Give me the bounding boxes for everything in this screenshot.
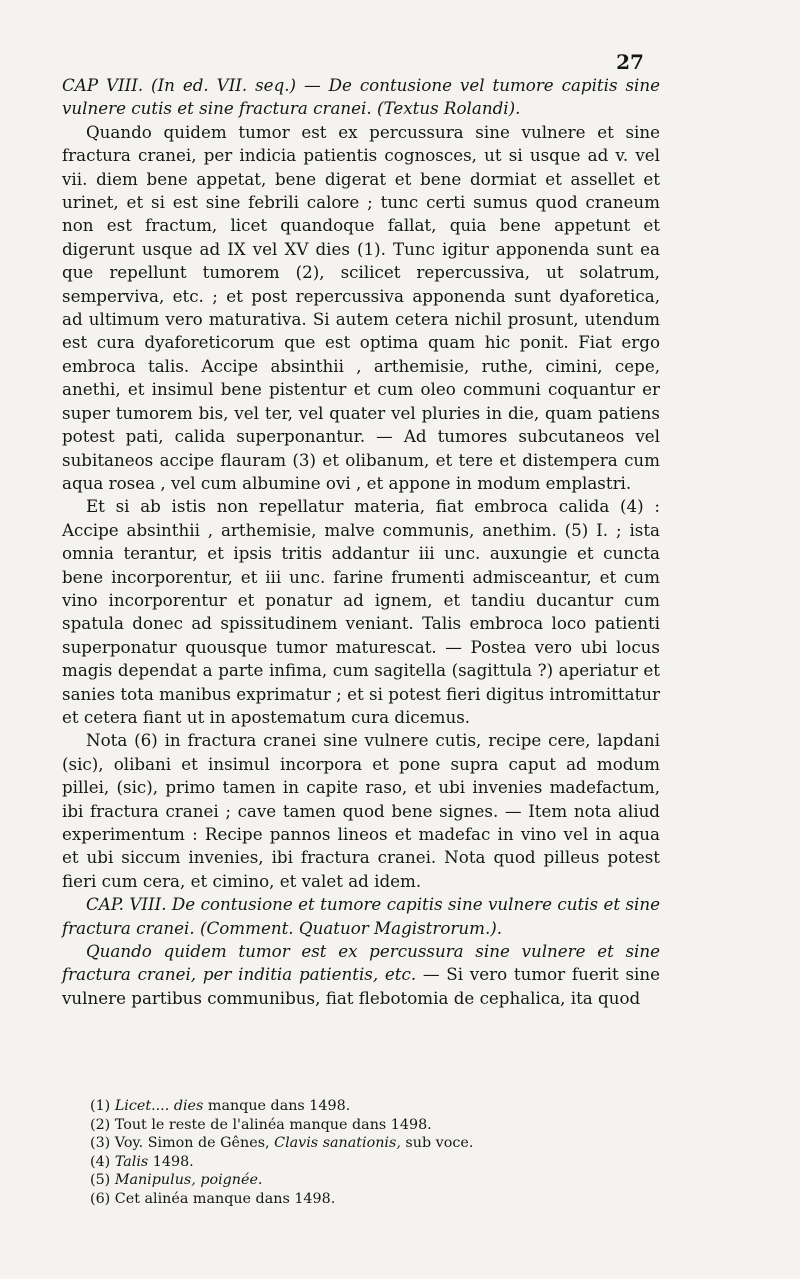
footnotes <box>90 1097 650 1208</box>
footnote <box>90 1097 650 1116</box>
footnote-text: Tout le reste de l'alinéa manque dans 1498. <box>110 1116 432 1133</box>
footnote-text: 1498. <box>148 1153 194 1170</box>
quoted-lemma: Quando quidem tumor est ex percussura sine vulnere et sine fractura cranei, per inditia patientis, etc. <box>62 941 660 985</box>
footnote <box>90 1116 650 1135</box>
footnote-mark: (5) <box>90 1172 111 1188</box>
footnote-italic: Clavis sanationis, <box>274 1135 401 1151</box>
paragraph: Nota (6) in fractura cranei sine vulnere cutis, recipe cere, lapdani (sic), olibani et insimul incorpora et pone supra caput ad modum pillei, (sic), primo tamen in capite raso, et ubi invenies madefactum, ibi fractura cranei ; cave tamen quod bene signes. — Item nota aliud experimentum : Recipe pannos lineos et madefac in vino vel in aqua et ubi siccum invenies, ibi fractura cranei. Nota quod pilleus potest fieri cum cera, et cimino, et valet ad idem. <box>62 730 660 891</box>
footnote-text: Voy. Simon de Gênes, <box>110 1135 275 1151</box>
chapter-heading-rolandi: CAP VIII. (In ed. VII. seq.) — De contusione vel tumore capitis sine vulnere cutis et sine fractura cranei. (Textus Rolandi). <box>62 75 660 119</box>
footnote-mark: (4) <box>90 1153 111 1170</box>
footnote-italic: Licet.... dies <box>114 1098 204 1114</box>
footnote-text: Cet alinéa manque dans 1498. <box>110 1190 336 1207</box>
footnote-text: manque dans 1498. <box>203 1098 351 1114</box>
footnote-text: sub voce. <box>400 1135 474 1151</box>
footnote-italic: Talis <box>114 1153 149 1170</box>
footnote <box>90 1153 650 1172</box>
footnote <box>90 1134 650 1153</box>
footnote-mark: (3) <box>90 1135 111 1151</box>
paragraph <box>62 940 660 1010</box>
footnote <box>90 1171 650 1190</box>
footnote-italic: Manipulus, poignée. <box>114 1172 263 1188</box>
page-number: 27 <box>616 50 644 74</box>
paragraph-text: — Si vero tumor fuerit sine vulnere partibus communibus, fiat flebotomia de cephalica, ita quod <box>62 964 660 1008</box>
paragraph: Et si ab istis non repellatur materia, fiat embroca calida (4) : Accipe absinthii , arthemisie, malve communis, anethim. (5) I. ; ista omnia terantur, et ipsis tritis addantur iii unc. auxungie et cuncta bene incorporentur, et iii unc. farine frumenti admisceantur, et cum vino incorporentur et ponatur ad ignem, et tandiu ducantur cum spatula donec ad spissitudinem veniant. Talis embroca loco patienti superponatur quousque tumor maturescat. — Postea vero ubi locus magis dependat a parte infima, cum sagitella (sagittula ?) aperiatur et sanies tota manibus exprimatur ; et si potest fieri digitus intromittatur et cetera fiant ut in apostematum cura dicemus. <box>62 496 660 727</box>
chapter-heading-commentary: CAP. VIII. De contusione et tumore capitis sine vulnere cutis et sine fractura cranei. (Comment. Quatuor Magistrorum.). <box>62 894 660 938</box>
footnote-mark: (2) <box>90 1116 111 1133</box>
footnote-mark: (1) <box>90 1098 111 1114</box>
paragraph: Quando quidem tumor est ex percussura sine vulnere et sine fractura cranei, per indicia patientis cognosces, ut si usque ad v. vel vii. diem bene appetat, bene digerat et bene dormiat et assellet et urinet, et si est sine febrili calore ; tunc certi sumus quod craneum non est fractum, licet quandoque fallat, quia bene appetunt et digerunt usque ad IX vel XV dies (1). Tunc igitur apponenda sunt ea que repellunt tumorem (2), scilicet repercussiva, ut solatrum, sempervivа, etc. ; et post repercussiva apponenda sunt dyaforetica, ad ultimum vero maturativa. Si autem cetera nichil prosunt, utendum est cura dyaforeticorum que est optima quam hic ponit. Fiat ergo embroca talis. Accipe absinthii , arthemisie, ruthe, cimini, cepe, anethi, et insimul bene pistentur et cum oleo communi coquantur er super tumorem bis, vel ter, vel quater vel pluries in die, quam patiens potest pati, calida superponantur. — Ad tumores subcutaneos vel subitaneos accipe flauram (3) et olibanum, et tere et distempera cum aqua rosea , vel cum albumine ovi , et appone in modum emplastri. <box>62 121 660 493</box>
main-text <box>62 74 660 1010</box>
footnote-mark: (6) <box>90 1190 111 1207</box>
footnote <box>90 1190 650 1209</box>
